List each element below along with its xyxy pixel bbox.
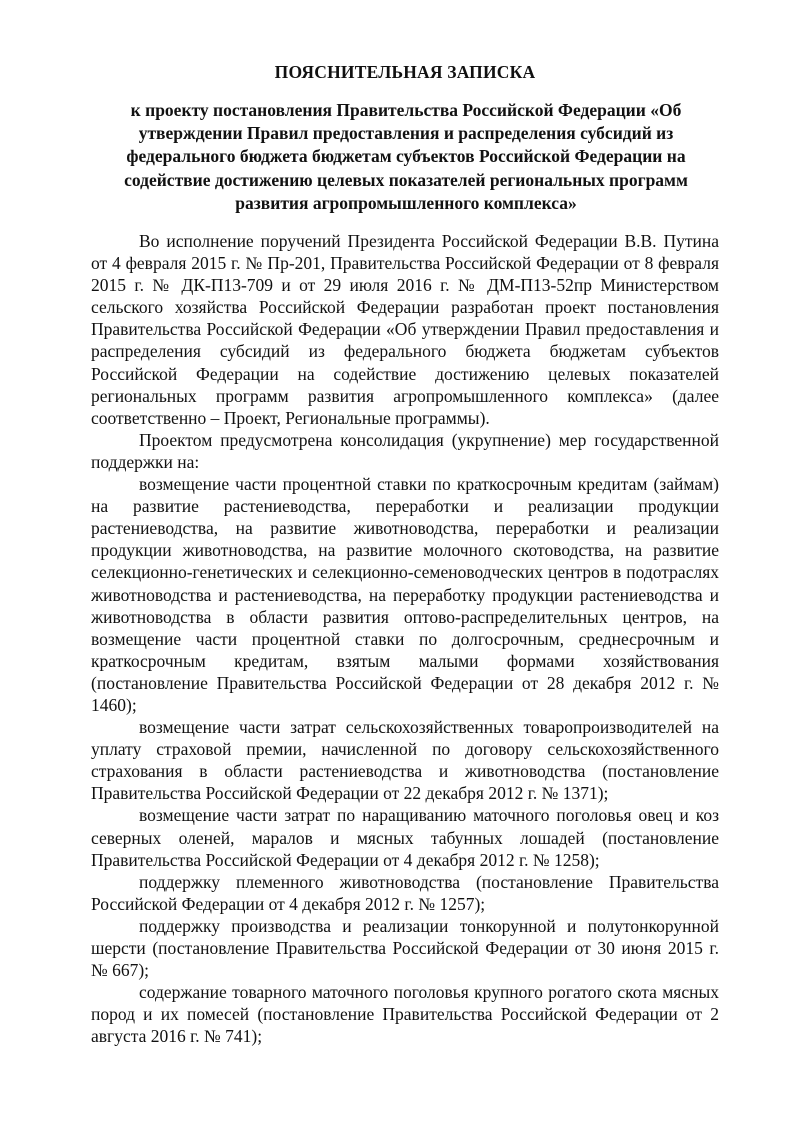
paragraph-item: возмещение части затрат по наращиванию маточного поголовья овец и коз северных оленей, маралов и мясных табунных лошадей (постановление Правительства Российской Федерации от 4 декабря 2012 г. № 1258); — [91, 805, 719, 870]
document-body — [91, 230, 719, 1047]
paragraph-item: возмещение части процентной ставки по краткосрочным кредитам (займам) на развитие растениеводства, переработки и реализации продукции растениеводства, на развитие животноводства, переработки и реализации продукции животноводства, на развитие молочного скотоводства, на развитие селекционно-генетических и селекционно-семеноводческих центров в подотраслях животноводства и растениеводства, на переработку продукции растениеводства и животноводства в области развития оптово-распределительных центров, на возмещение части процентной ставки по долгосрочным, среднесрочным и краткосрочным кредитам, взятым малыми формами хозяйствования (постановление Правительства Российской Федерации от 28 декабря 2012 г. № 1460); — [91, 474, 719, 715]
paragraph-item: поддержку племенного животноводства (постановление Правительства Российской Федерации от 4 декабря 2012 г. № 1257); — [91, 871, 719, 914]
document-title: ПОЯСНИТЕЛЬНАЯ ЗАПИСКА — [274, 62, 536, 82]
paragraph-item: содержание товарного маточного поголовья крупного рогатого скота мясных пород и их помесей (постановление Правительства Российской Федерации от 2 августа 2016 г. № 741); — [91, 982, 719, 1047]
document-subtitle: к проекту постановления Правительства Российской Федерации «Об утверждении Правил предоставления и распределения субсидий из федерального бюджета бюджетам субъектов Российской Федерации на содействие достижению целевых показателей региональных программ развития агропромышленного комплекса» — [124, 100, 688, 213]
paragraph-item: поддержку производства и реализации тонкорунной и полутонкорунной шерсти (постановление Правительства Российской Федерации от 30 июня 2015 г. № 667); — [91, 915, 719, 981]
paragraph-item: возмещение части затрат сельскохозяйственных товаропроизводителей на уплату страховой премии, начисленной по договору сельскохозяйственного страхования в области растениеводства и животноводства (постановление Правительства Российской Федерации от 22 декабря 2012 г. № 1371); — [91, 717, 719, 804]
paragraph-consolidation: Проектом предусмотрена консолидация (укрупнение) мер государственной поддержки на: — [91, 429, 719, 472]
paragraph-intro: Во исполнение поручений Президента Российской Федерации В.В. Путина от 4 февраля 2015 г. № Пр-201, Правительства Российской Федерации от 8 февраля 2015 г. № ДК-П13-709 и от 29 июля 2016 г. № ДМ-П13-52пр Министерством сельского хозяйства Российской Федерации разработан проект постановления Правительства Российской Федерации «Об утверждении Правил предоставления и распределения субсидий из федерального бюджета бюджетам субъектов Российской Федерации на содействие достижению целевых показателей региональных программ развития агропромышленного комплекса» (далее соответственно – Проект, Региональные программы). — [91, 231, 719, 428]
